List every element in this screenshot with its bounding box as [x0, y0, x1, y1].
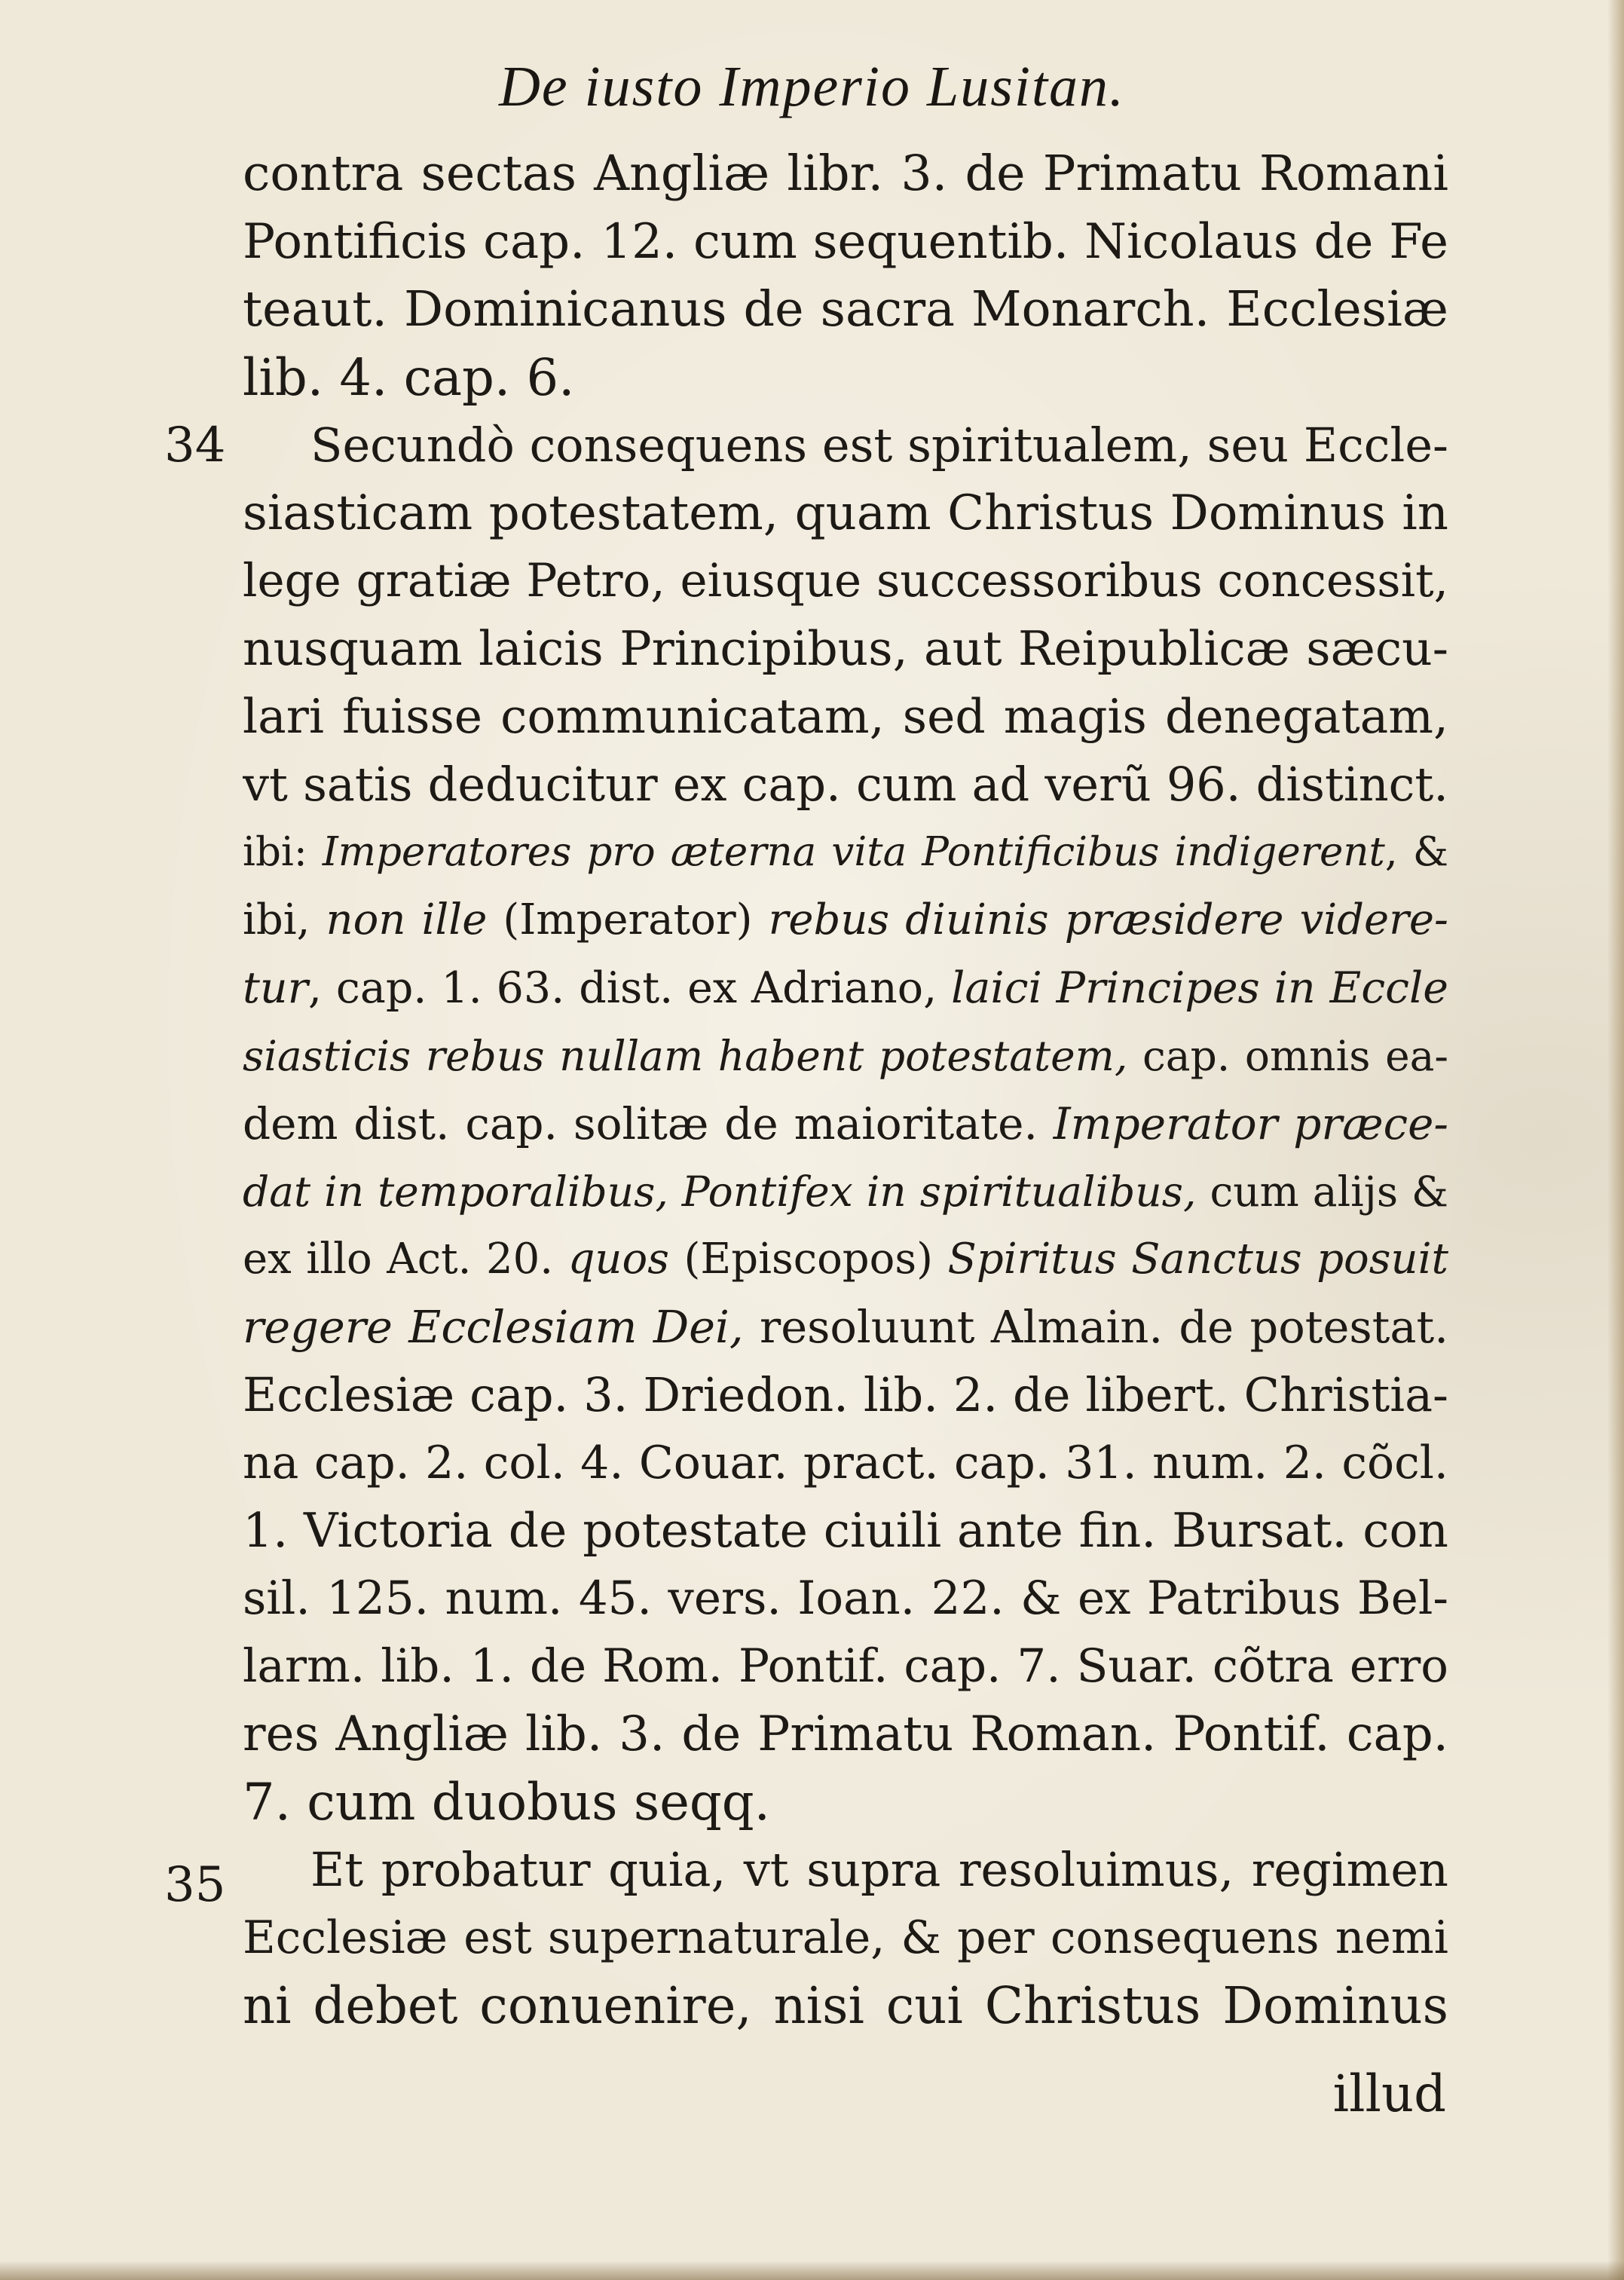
text-run: Ecclesiæ est supernaturale, & per consequens nemi	[243, 1911, 1448, 1964]
italic-run: Spiritus Sanctus posuit	[947, 1235, 1448, 1284]
text-run: nusquam laicis Principibus, aut Reipublicæ sæcu-	[243, 621, 1448, 676]
italic-run: Imperatores pro æterna vita Pontificibus indigerent	[322, 829, 1385, 875]
text-line	[243, 1429, 1448, 1497]
text-run: , cap. 1. 63. dist. ex Adriano,	[307, 963, 952, 1013]
italic-run: siasticis rebus nullam habent potestatem,	[243, 1032, 1128, 1080]
text-line	[243, 751, 1448, 819]
running-head: De iusto Imperio Lusitan.	[498, 55, 1126, 118]
italic-run: quos	[567, 1235, 669, 1284]
text-run: teaut. Dominicanus de sacra Monarch. Ecclesiæ	[243, 281, 1448, 338]
text-line	[243, 1497, 1448, 1565]
italic-run: rebus diuinis præsidere videre-	[768, 895, 1448, 944]
text-line	[243, 1565, 1448, 1633]
text-line	[243, 1361, 1448, 1429]
text-run: res Angliæ lib. 3. de Primatu Roman. Pontif. cap.	[243, 1706, 1448, 1762]
text-line	[243, 276, 1448, 344]
text-line	[243, 140, 1448, 208]
text-run: ibi:	[243, 829, 323, 875]
catchword: illud	[1332, 2064, 1446, 2123]
italic-run: dat in temporalibus, Pontifex in spiritualibus,	[243, 1168, 1197, 1216]
text-run: resoluunt Almain. de potestat.	[743, 1301, 1448, 1353]
text-line	[243, 1158, 1448, 1226]
section-marker-35: 35	[164, 1857, 226, 1913]
page-bottom-edge	[0, 2260, 1624, 2280]
text-run: siasticam potestatem, quam Christus Dominus in	[243, 485, 1448, 541]
text-run: sil. 125. num. 45. vers. Ioan. 22. & ex Patribus Bel-	[243, 1572, 1448, 1625]
text-line	[243, 1904, 1448, 1972]
text-line	[243, 1972, 1448, 2040]
text-line	[243, 1768, 1448, 1836]
text-run: ibi,	[243, 895, 326, 944]
text-run: vt satis deducitur ex cap. cum ad verũ 96. distinct.	[243, 757, 1448, 812]
text-run: Secundò consequens est spiritualem, seu Eccle-	[310, 418, 1448, 473]
italic-run: tur	[243, 963, 308, 1013]
text-run: cum alijs &	[1196, 1168, 1448, 1216]
text-line	[243, 344, 1448, 412]
italic-run: regere Ecclesiam Dei,	[243, 1301, 744, 1353]
text-run: Pontificis cap. 12. cum sequentib. Nicolaus de Fe	[243, 214, 1448, 270]
text-run: cap. omnis ea-	[1127, 1032, 1448, 1080]
text-run: Ecclesiæ cap. 3. Driedon. lib. 2. de libert. Christia-	[243, 1367, 1448, 1422]
text-run: lari fuisse communicatam, sed magis denegatam,	[243, 689, 1448, 744]
body-text	[243, 140, 1448, 2040]
text-line	[243, 886, 1448, 954]
text-line	[243, 1293, 1448, 1361]
text-run: , &	[1384, 829, 1448, 875]
text-line	[243, 208, 1448, 276]
text-run: 1. Victoria de potestate ciuili ante fin. Bursat. con	[243, 1503, 1448, 1558]
text-line	[243, 1836, 1448, 1904]
text-run: contra sectas Angliæ libr. 3. de Primatu Romani	[243, 145, 1448, 202]
text-line	[243, 1226, 1448, 1293]
text-run: larm. lib. 1. de Rom. Pontif. cap. 7. Suar. cõtra erro	[243, 1639, 1448, 1693]
text-run: 7. cum duobus seqq.	[243, 1773, 770, 1832]
page-edge-shadow	[1607, 0, 1624, 2280]
text-line	[243, 412, 1448, 479]
text-line	[243, 1633, 1448, 1700]
section-marker-34: 34	[164, 418, 226, 473]
text-line	[243, 1090, 1448, 1158]
text-run: na cap. 2. col. 4. Couar. pract. cap. 31. num. 2. cõcl.	[243, 1437, 1448, 1489]
text-run: lege gratiæ Petro, eiusque successoribus concessit,	[243, 554, 1448, 607]
text-line	[243, 615, 1448, 683]
text-line	[243, 547, 1448, 615]
text-run: lib. 4. cap. 6.	[243, 348, 575, 407]
italic-run: laici Principes in Eccle	[951, 963, 1448, 1013]
text-run: dem dist. cap. solitæ de maioritate.	[243, 1098, 1054, 1149]
text-run: ni debet conuenire, nisi cui Christus Dominus	[243, 1976, 1448, 2035]
text-line	[243, 954, 1448, 1022]
text-line	[243, 819, 1448, 886]
italic-run: Imperator præce-	[1053, 1098, 1448, 1149]
text-line	[243, 1700, 1448, 1768]
text-line	[243, 1022, 1448, 1090]
text-line	[243, 479, 1448, 547]
italic-run: non ille	[326, 895, 488, 944]
text-run: ex illo Act. 20.	[243, 1235, 568, 1284]
text-run: Et probatur quia, vt supra resoluimus, regimen	[310, 1842, 1448, 1897]
text-line	[243, 683, 1448, 751]
text-run: (Episcopos)	[668, 1235, 948, 1284]
text-run: (Imperator)	[487, 895, 769, 944]
